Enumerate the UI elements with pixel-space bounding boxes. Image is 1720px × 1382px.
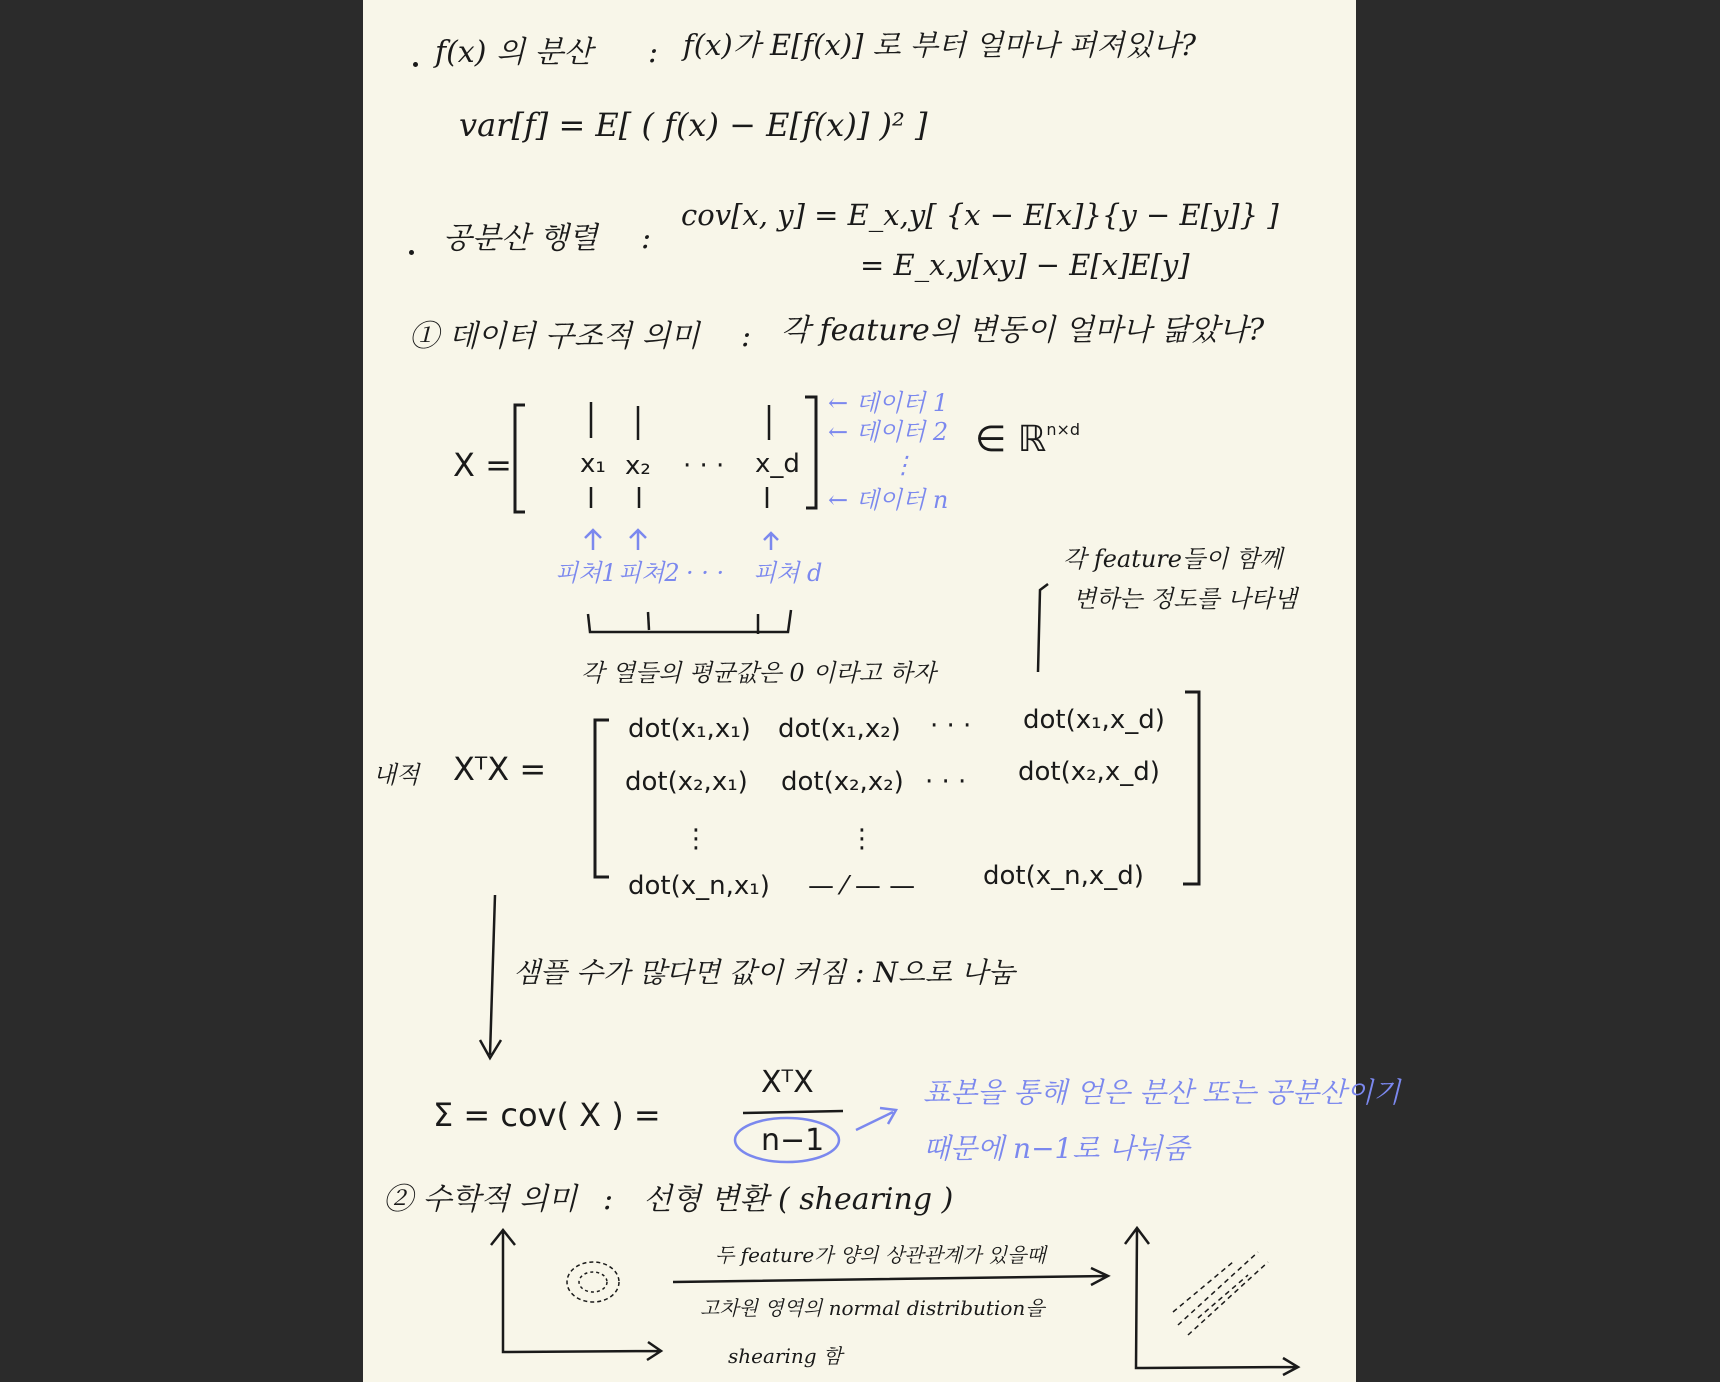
section2-title: ② 수학적 의미 (383, 1182, 577, 1217)
xtx-r1c4: dot(x₁,x_d) (1023, 705, 1165, 735)
xtx-r1c2: dot(x₁,x₂) (778, 714, 901, 744)
colon-1: : (648, 35, 659, 70)
matrix-xtx-left-bracket (595, 720, 609, 877)
feature-annot-2: 피쳐2 (618, 559, 680, 587)
row-annot-dots: ⋮ (891, 451, 915, 479)
covariance-label: 공분산 행렬 (443, 221, 598, 256)
colon-2: : (641, 221, 652, 256)
feature-annot-dots: · · · (686, 559, 725, 587)
sigma-numerator: XᵀX (761, 1065, 814, 1100)
section1-description: 각 feature의 변동이 얼마나 닮았나? (781, 313, 1265, 348)
note-right-1: 각 feature들이 함께 (1063, 545, 1283, 573)
covariance-formula-1: cov[x, y] = E_x,y[ {x − E[x]}{y − E[y]} ] (681, 198, 1279, 232)
sigma-lhs: Σ = cov( X ) = (433, 1096, 661, 1134)
col-x1: x₁ (580, 449, 606, 479)
arrow-label-bottom-2: shearing 함 (728, 1344, 843, 1368)
xtx-r3c2: ⋮ (849, 824, 875, 854)
col-dots: · · · (683, 451, 725, 481)
variance-description: f(x)가 E[f(x)] 로 부터 얼마나 퍼져있나? (683, 28, 1197, 62)
note-page (363, 0, 1401, 1382)
section1-title: ① 데이터 구조적 의미 (409, 319, 700, 354)
matrix-xtx-right-bracket (1183, 692, 1199, 884)
row-annot-n: ← 데이터 n (828, 486, 949, 514)
covariance-formula-2: = E_x,y[xy] − E[x]E[y] (860, 248, 1190, 282)
xtx-r4c2: — ⁄ — — (808, 871, 916, 901)
row-annot-1: ← 데이터 1 (828, 389, 949, 417)
arrow-label-bottom: 고차원 영역의 normal distribution을 (700, 1296, 1045, 1320)
matrix-x-lhs: X = (453, 446, 512, 484)
note-sample: 샘플 수가 많다면 값이 커짐 : N으로 나눔 (513, 956, 1015, 989)
section2-description: 선형 변환 ( shearing ) (643, 1182, 954, 1217)
matrix-x-right-bracket (805, 397, 816, 508)
note-right-2: 변하는 정도를 나타냄 (1073, 585, 1297, 613)
inner-product-label: 내적 (373, 761, 420, 789)
real-space-dim: n×d (1046, 420, 1081, 439)
xtx-r2c4: dot(x₂,x_d) (1018, 757, 1160, 787)
row-annot-2: ← 데이터 2 (828, 418, 949, 446)
note-sigma-1: 표본을 통해 얻은 분산 또는 공분산이기 (923, 1076, 1401, 1109)
bullet-1 (413, 62, 418, 67)
feature-annot-1: 피쳐1 (555, 559, 617, 587)
col-x2: x₂ (625, 451, 651, 481)
down-arrow (480, 895, 501, 1058)
xtx-lhs: XᵀX = (453, 750, 547, 788)
colon-3: : (741, 319, 752, 354)
col-xd: x_d (755, 449, 800, 479)
xtx-r2c2: dot(x₂,x₂) (781, 767, 904, 797)
real-space: ∈ ℝ$^{n\times d}$ (975, 419, 1081, 460)
variance-formula: var[f] = E[ ( f(x) − E[f(x)] )² ] (459, 106, 928, 144)
xtx-r2c3: · · · (925, 767, 967, 797)
variance-label: f(x) 의 분산 (435, 35, 593, 70)
bullet-2 (409, 250, 414, 255)
xtx-r4c1: dot(x_n,x₁) (628, 871, 770, 901)
note-mean: 각 열들의 평균값은 0 이라고 하자 (581, 659, 936, 687)
sigma-denominator: n−1 (761, 1123, 825, 1158)
axes-left (491, 1230, 661, 1360)
arrow-label-top: 두 feature가 양의 상관관계가 있을때 (715, 1243, 1046, 1267)
xtx-r1c3: · · · (930, 711, 972, 741)
xtx-r3c1: ⋮ (683, 824, 709, 854)
colon-4: : (603, 1182, 614, 1217)
xtx-r2c1: dot(x₂,x₁) (625, 767, 748, 797)
feature-annot-d: 피쳐 d (753, 559, 823, 587)
note-sigma-2: 때문에 n−1로 나눠줌 (923, 1132, 1190, 1165)
xtx-r4c4: dot(x_n,x_d) (983, 861, 1144, 891)
axes-right (1125, 1228, 1298, 1375)
matrix-x-left-bracket (515, 405, 525, 512)
transform-arrow (673, 1268, 1108, 1285)
feature-brace (588, 610, 791, 632)
xtx-r1c1: dot(x₁,x₁) (628, 714, 751, 744)
